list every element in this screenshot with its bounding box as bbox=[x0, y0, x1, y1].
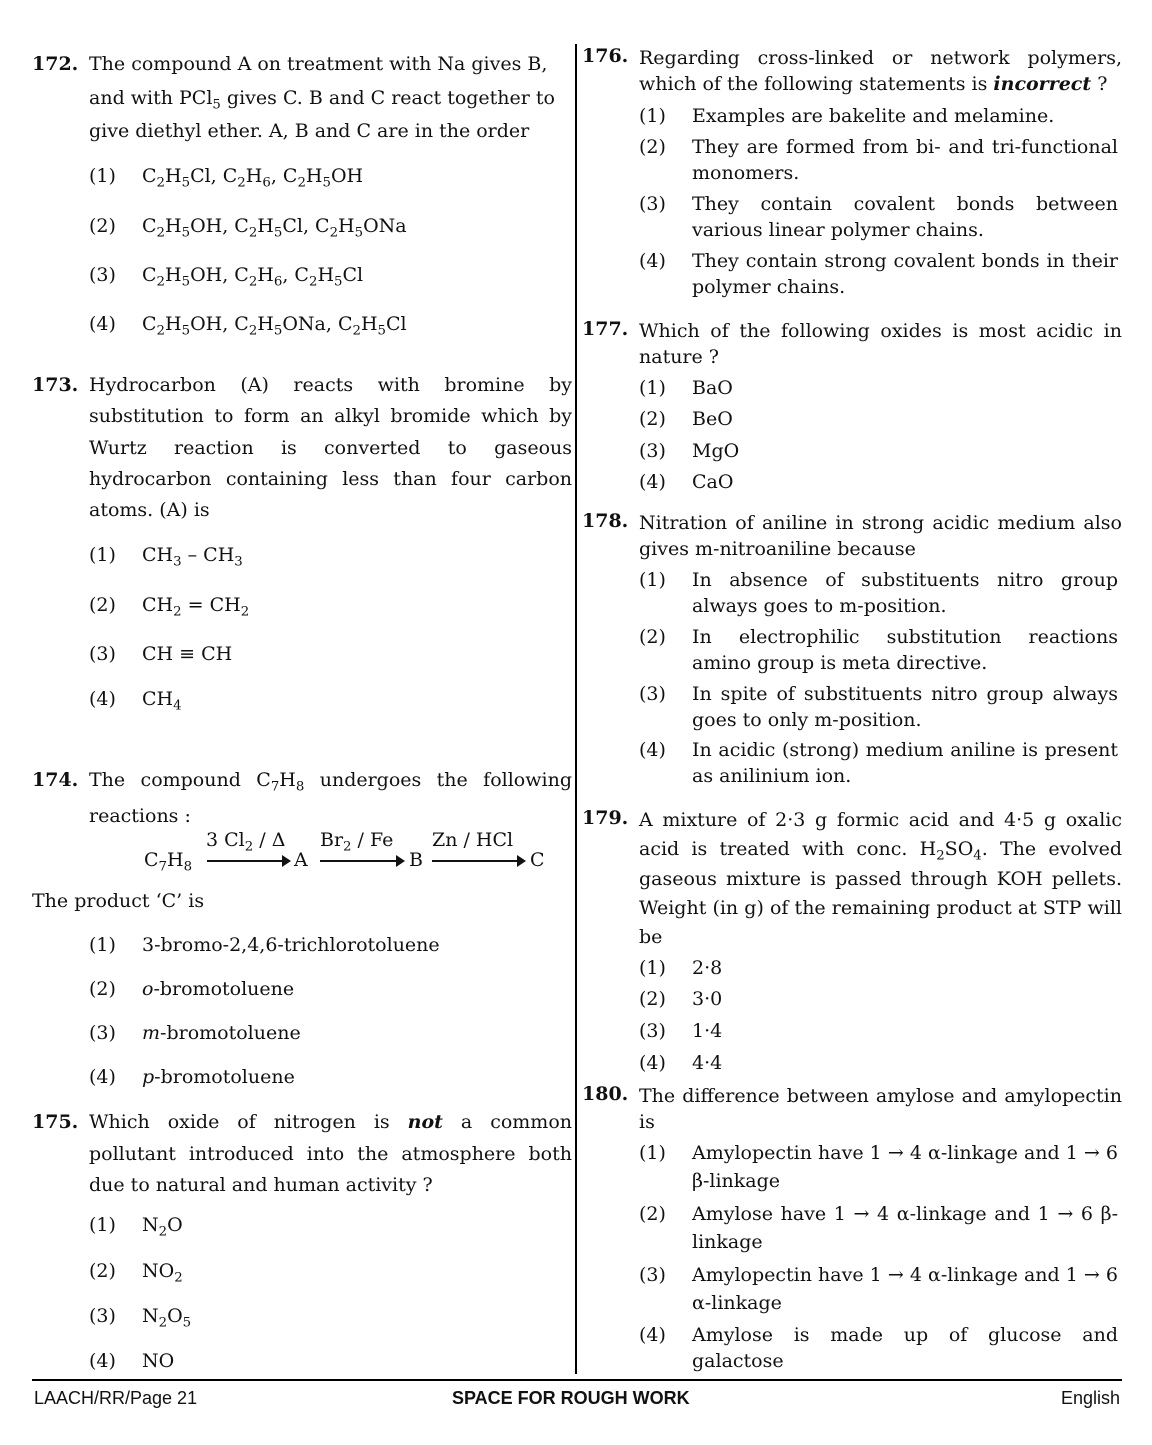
product-a: A bbox=[294, 849, 308, 871]
option-number: (2) bbox=[639, 136, 666, 158]
option-number: (3) bbox=[639, 1020, 666, 1042]
question-number: 177. bbox=[582, 318, 629, 340]
option-text: $N_2O$ bbox=[142, 1214, 183, 1240]
option-text: 1·4 bbox=[692, 1020, 723, 1042]
option-number: (4) bbox=[639, 471, 666, 493]
option-number: (1) bbox=[639, 569, 666, 591]
option-177-4[interactable] bbox=[639, 469, 1118, 495]
option-number: (4) bbox=[639, 1324, 666, 1346]
option-175-1[interactable] bbox=[89, 1212, 570, 1238]
language-label: English bbox=[1060, 1388, 1120, 1408]
option-179-3[interactable] bbox=[639, 1018, 1118, 1044]
option-number: (4) bbox=[89, 313, 116, 335]
reagent-2: $Br_2$ / Fe bbox=[320, 829, 394, 855]
option-177-1[interactable] bbox=[639, 375, 1118, 401]
question-176 bbox=[582, 44, 1122, 97]
option-number: (1) bbox=[639, 105, 666, 127]
option-text: $C_2H_5Cl$, $C_2H_6$, $C_2H_5OH$ bbox=[142, 165, 364, 191]
option-177-2[interactable] bbox=[639, 406, 1118, 432]
option-172-1[interactable] bbox=[89, 163, 570, 189]
option-text: BeO bbox=[692, 408, 733, 430]
option-number: (3) bbox=[89, 1022, 116, 1044]
product-line bbox=[32, 888, 570, 914]
option-number: (1) bbox=[89, 544, 116, 566]
question-text-part: ? bbox=[1097, 72, 1108, 95]
option-number: (4) bbox=[639, 250, 666, 272]
option-number: (2) bbox=[89, 978, 116, 1000]
reactant: $C_7H_8$ bbox=[144, 849, 193, 875]
option-number: (1) bbox=[89, 1214, 116, 1236]
question-text bbox=[89, 1107, 572, 1202]
option-178-2[interactable] bbox=[639, 624, 1118, 676]
option-179-4[interactable] bbox=[639, 1050, 1118, 1076]
emphasis: not bbox=[407, 1111, 443, 1133]
option-number: (2) bbox=[639, 408, 666, 430]
reagent-3: Zn / HCl bbox=[432, 829, 514, 851]
question-line: The compound A on treatment with Na gives B, bbox=[89, 53, 548, 75]
question-180 bbox=[582, 1082, 1122, 1135]
question-text bbox=[89, 48, 572, 149]
option-text: $NO_2$ bbox=[142, 1260, 183, 1286]
question-number: 174. bbox=[32, 769, 79, 791]
option-number: (1) bbox=[639, 377, 666, 399]
question-number: 176. bbox=[582, 45, 629, 67]
option-173-4[interactable] bbox=[89, 686, 570, 712]
option-number: (3) bbox=[639, 193, 666, 215]
option-text: $N_2O_5$ bbox=[142, 1305, 192, 1331]
option-number: (1) bbox=[639, 1142, 666, 1164]
question-177 bbox=[582, 317, 1122, 370]
question-text: Which of the following oxides is most acidic in nature ? bbox=[639, 320, 1122, 368]
question-text-part: Which oxide of nitrogen is bbox=[89, 1111, 390, 1133]
question-number: 179. bbox=[582, 807, 629, 829]
rough-work-label: SPACE FOR ROUGH WORK bbox=[452, 1388, 690, 1408]
option-173-2[interactable] bbox=[89, 592, 570, 618]
option-172-2[interactable] bbox=[89, 213, 570, 239]
question-line: give diethyl ether. A, B and C are in the order bbox=[89, 120, 530, 142]
option-text: They contain covalent bonds between various linear polymer chains. bbox=[692, 193, 1118, 241]
option-175-2[interactable] bbox=[89, 1258, 570, 1284]
option-text: $C_2H_5OH$, $C_2H_6$, $C_2H_5Cl$ bbox=[142, 264, 364, 290]
option-number: (4) bbox=[639, 739, 666, 761]
option-176-2[interactable] bbox=[639, 134, 1118, 186]
question-text: A mixture of 2·3 g formic acid and 4·5 g oxalic acid is treated with conc. $H_2SO_4$. The evolved gaseous mixture is passed through KOH pellets. Weight (in g) of the remaining product at STP will be bbox=[639, 809, 1122, 949]
product-c: C bbox=[530, 849, 545, 871]
option-180-1[interactable] bbox=[639, 1139, 1118, 1195]
option-text: CH ≡ CH bbox=[142, 643, 233, 665]
option-180-2[interactable] bbox=[639, 1200, 1118, 1256]
option-text: Amylopectin have 1 → 4 α-linkage and 1 → 6 α-linkage bbox=[692, 1264, 1118, 1314]
option-174-1[interactable] bbox=[89, 932, 570, 958]
option-179-1[interactable] bbox=[639, 955, 1118, 981]
option-text: In spite of substituents nitro group always goes to only m-position. bbox=[692, 683, 1118, 731]
option-number: (3) bbox=[639, 683, 666, 705]
option-text: NO bbox=[142, 1350, 175, 1372]
question-number: 173. bbox=[32, 374, 79, 396]
emphasis: incorrect bbox=[993, 72, 1092, 95]
option-175-4[interactable] bbox=[89, 1348, 570, 1374]
option-text: In electrophilic substitution reactions amino group is meta directive. bbox=[692, 626, 1118, 674]
option-text: 3-bromo-2,4,6-trichlorotoluene bbox=[142, 934, 440, 956]
question-text: The difference between amylose and amylopectin is bbox=[639, 1085, 1122, 1133]
question-number: 180. bbox=[582, 1083, 629, 1105]
column-divider bbox=[575, 44, 577, 1374]
reaction-scheme bbox=[144, 829, 584, 889]
option-text: Amylopectin have 1 → 4 α-linkage and 1 → 6 β-linkage bbox=[692, 1142, 1118, 1192]
option-176-1[interactable] bbox=[639, 103, 1118, 129]
question-text: Hydrocarbon (A) reacts with bromine by substitution to form an alkyl bromide which by Wurtz reaction is converted to gaseous hydrocarbon containing less than four carbon atoms. (A) is bbox=[89, 374, 572, 522]
option-176-4[interactable] bbox=[639, 248, 1118, 300]
option-172-4[interactable] bbox=[89, 311, 570, 337]
option-174-2[interactable] bbox=[89, 976, 570, 1002]
page-id: LAACH/RR/Page 21 bbox=[34, 1388, 198, 1408]
question-178 bbox=[582, 509, 1122, 562]
option-text: 4·4 bbox=[692, 1052, 723, 1074]
footer-rule bbox=[32, 1379, 1122, 1381]
option-number: (1) bbox=[89, 934, 116, 956]
option-173-1[interactable] bbox=[89, 542, 570, 568]
question-172 bbox=[32, 48, 572, 149]
option-178-3[interactable] bbox=[639, 681, 1118, 733]
question-text-part: a common pollutant introduced into the atmosphere both due to natural and human activity ? bbox=[89, 1111, 572, 1196]
option-text: p-bromotoluene bbox=[142, 1066, 295, 1088]
option-number: (2) bbox=[639, 626, 666, 648]
option-177-3[interactable] bbox=[639, 438, 1118, 464]
question-174 bbox=[32, 762, 572, 834]
option-174-3[interactable] bbox=[89, 1020, 570, 1046]
option-text: In absence of substituents nitro group always goes to m-position. bbox=[692, 569, 1118, 617]
question-173 bbox=[32, 370, 572, 526]
option-175-3[interactable] bbox=[89, 1303, 570, 1329]
option-number: (1) bbox=[639, 957, 666, 979]
question-number: 175. bbox=[32, 1111, 79, 1133]
arrow-2 bbox=[320, 860, 403, 862]
option-text: Amylose have 1 → 4 α-linkage and 1 → 6 β-linkage bbox=[692, 1203, 1118, 1253]
option-text: $C_2H_5OH$, $C_2H_5ONa$, $C_2H_5Cl$ bbox=[142, 313, 407, 339]
option-number: (4) bbox=[89, 1066, 116, 1088]
option-number: (1) bbox=[89, 165, 116, 187]
question-number: 178. bbox=[582, 510, 629, 532]
option-number: (4) bbox=[89, 688, 116, 710]
option-text: $CH_4$ bbox=[142, 688, 182, 714]
arrow-1 bbox=[207, 860, 289, 862]
option-number: (3) bbox=[639, 1264, 666, 1286]
option-text: Examples are bakelite and melamine. bbox=[692, 105, 1055, 127]
question-text: Nitration of aniline in strong acidic medium also gives m-nitroaniline because bbox=[639, 512, 1122, 560]
option-number: (4) bbox=[639, 1052, 666, 1074]
option-number: (2) bbox=[89, 215, 116, 237]
option-178-1[interactable] bbox=[639, 567, 1118, 619]
question-text: The compound $C_7H_8$ undergoes the following reactions : bbox=[89, 769, 572, 827]
option-178-4[interactable] bbox=[639, 737, 1118, 789]
option-179-2[interactable] bbox=[639, 986, 1118, 1012]
option-number: (2) bbox=[89, 594, 116, 616]
option-text: m-bromotoluene bbox=[142, 1022, 301, 1044]
option-180-4[interactable] bbox=[639, 1322, 1118, 1374]
option-text: $CH_3 - CH_3$ bbox=[142, 544, 243, 570]
arrow-3 bbox=[432, 860, 524, 862]
option-180-3[interactable] bbox=[639, 1261, 1118, 1317]
option-number: (3) bbox=[89, 264, 116, 286]
option-text: Amylose is made up of glucose and galactose bbox=[692, 1324, 1118, 1372]
option-number: (3) bbox=[89, 643, 116, 665]
option-number: (3) bbox=[639, 440, 666, 462]
option-text: They contain strong covalent bonds in their polymer chains. bbox=[692, 250, 1118, 298]
option-text: CaO bbox=[692, 471, 734, 493]
option-173-3[interactable] bbox=[89, 641, 570, 667]
question-175 bbox=[32, 1107, 572, 1202]
option-text: In acidic (strong) medium aniline is present as anilinium ion. bbox=[692, 739, 1118, 787]
question-text-part: Regarding cross-linked or network polymers, which of the following statements is bbox=[639, 47, 1122, 95]
option-174-4[interactable] bbox=[89, 1064, 570, 1090]
option-text: They are formed from bi- and tri-functional monomers. bbox=[692, 136, 1118, 184]
question-text bbox=[639, 44, 1122, 97]
question-text: The product ‘C’ is bbox=[32, 890, 205, 912]
option-172-3[interactable] bbox=[89, 262, 570, 288]
option-text: BaO bbox=[692, 377, 733, 399]
reagent-1: 3 $Cl_2$ / Δ bbox=[206, 829, 286, 855]
option-text: o-bromotoluene bbox=[142, 978, 295, 1000]
option-number: (2) bbox=[89, 1260, 116, 1282]
option-text: $C_2H_5OH$, $C_2H_5Cl$, $C_2H_5ONa$ bbox=[142, 215, 407, 241]
question-number: 172. bbox=[32, 53, 79, 75]
option-176-3[interactable] bbox=[639, 191, 1118, 243]
option-number: (2) bbox=[639, 988, 666, 1010]
option-text: $CH_2 = CH_2$ bbox=[142, 594, 250, 620]
option-number: (3) bbox=[89, 1305, 116, 1327]
question-179 bbox=[582, 804, 1122, 952]
option-number: (4) bbox=[89, 1350, 116, 1372]
option-text: 3·0 bbox=[692, 988, 723, 1010]
question-line: and with PCl$_5$ gives C. B and C react together to bbox=[89, 86, 555, 113]
option-number: (2) bbox=[639, 1203, 666, 1225]
option-text: 2·8 bbox=[692, 957, 723, 979]
option-text: MgO bbox=[692, 440, 740, 462]
product-b: B bbox=[409, 849, 423, 871]
